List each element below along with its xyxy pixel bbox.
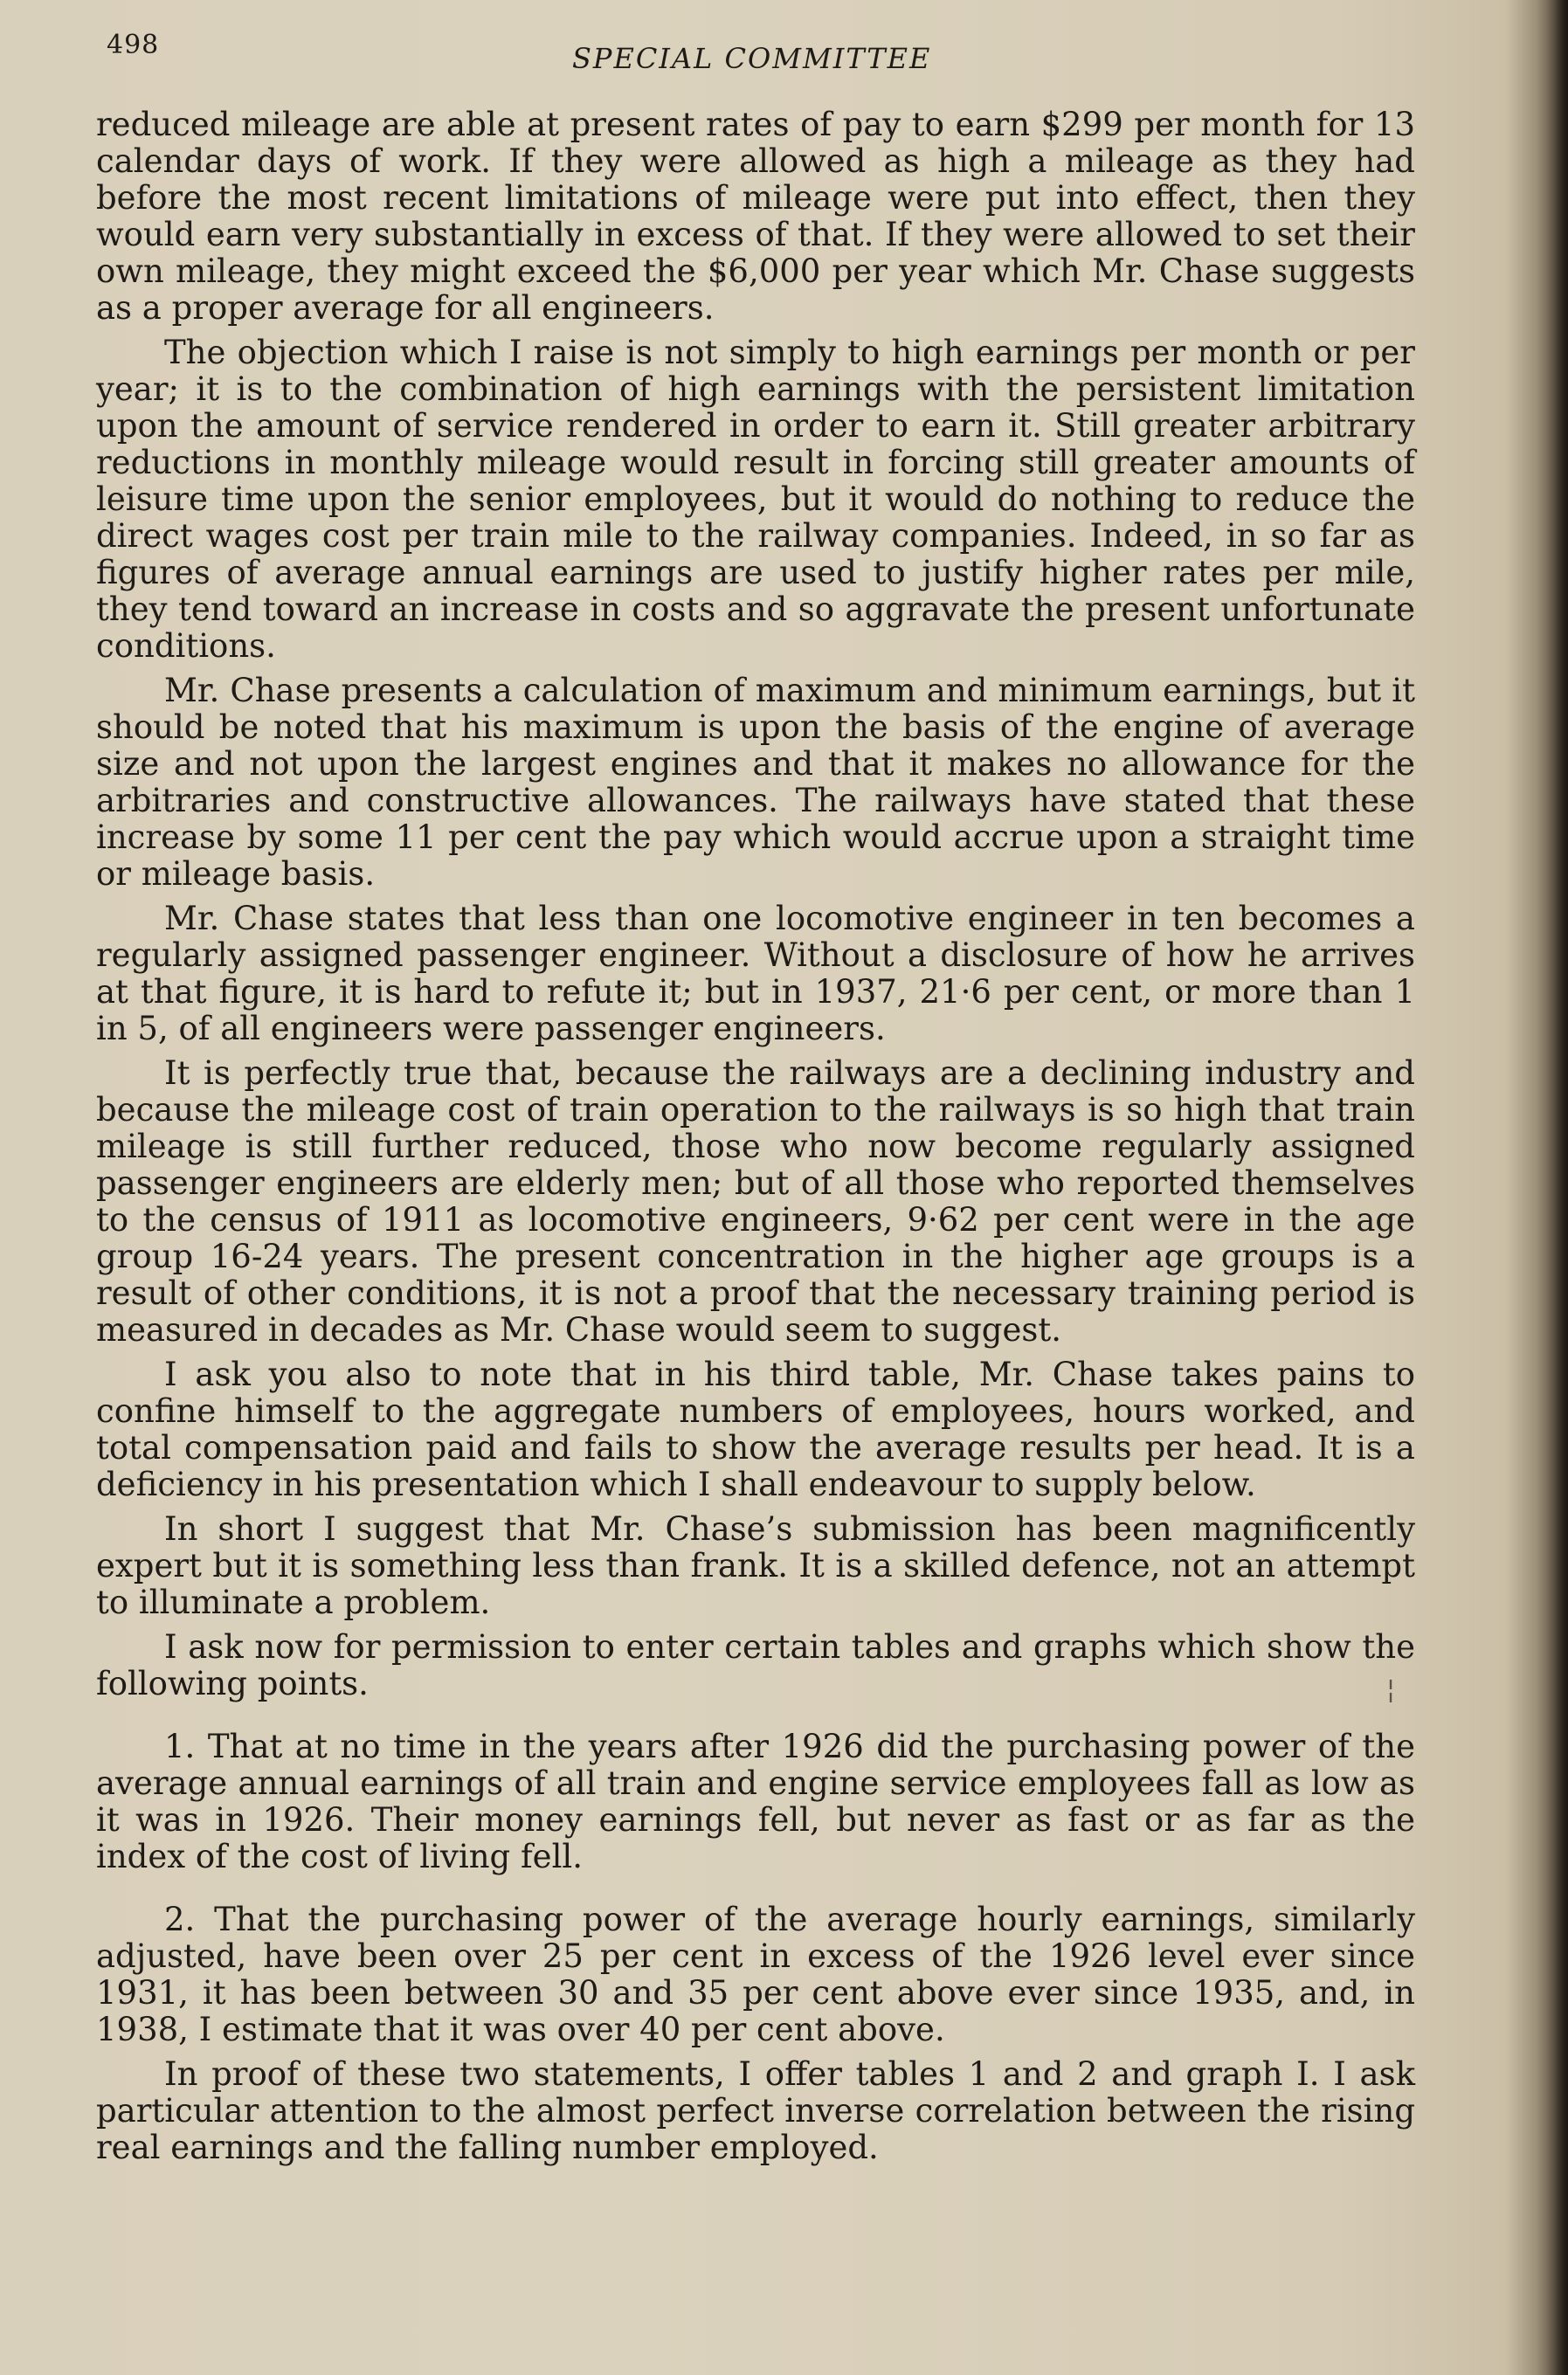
closing-paragraph: In proof of these two statements, I offer tables 1 and 2 and graph I. I ask particular attention to the almost perfect inverse correlation between the rising real earnings and the falling number employed. xyxy=(96,2055,1415,2166)
numbered-point: 1. That at no time in the years after 1926 did the purchasing power of the average annual earnings of all train and engine service employees fall as low as it was in 1926. Their money earnings fell, but never as fast or as far as the index of the cost of living fell. xyxy=(96,1728,1415,1875)
body-text xyxy=(96,107,1415,2174)
page-edge-shadow xyxy=(1537,0,1568,2375)
running-head: SPECIAL COMMITTEE xyxy=(572,42,932,75)
paragraph: Mr. Chase states that less than one locomotive engineer in ten becomes a regularly assigned passenger engineer. Without a disclosure of how he arrives at that figure, it is hard to refute it; but in 1937, 21·6 per cent, or more than 1 in 5, of all engineers were passenger engineers. xyxy=(96,900,1415,1047)
paragraph: In short I suggest that Mr. Chase’s submission has been magnificently expert but it is something less than frank. It is a skilled defence, not an attempt to illuminate a problem. xyxy=(96,1510,1415,1621)
paragraph: I ask you also to note that in his third table, Mr. Chase takes pains to confine himself to the aggregate numbers of employees, hours worked, and total compensation paid and fails to show the average results per head. It is a deficiency in his presentation which I shall endeavour to supply below. xyxy=(96,1356,1415,1503)
paragraph: I ask now for permission to enter certain tables and graphs which show the following points. xyxy=(96,1628,1415,1702)
stray-mark: ¦ xyxy=(1386,1674,1396,1705)
paragraph: The objection which I raise is not simply to high earnings per month or per year; it is to the combination of high earnings with the persistent limitation upon the amount of service rendered in order to earn it. Still greater arbitrary reductions in monthly mileage would result in forcing still greater amounts of leisure time upon the senior employees, but it would do nothing to reduce the direct wages cost per train mile to the railway companies. Indeed, in so far as figures of average annual earnings are used to justify higher rates per mile, they tend toward an increase in costs and so aggravate the present unfortunate conditions. xyxy=(96,334,1415,665)
paragraph-continued: reduced mileage are able at present rates of pay to earn $299 per month for 13 calendar days of work. If they were allowed as high a mileage as they had before the most recent limitations of mileage were put into effect, then they would earn very substantially in excess of that. If they were allowed to set their own mileage, they might exceed the $6,000 per year which Mr. Chase suggests as a proper average for all engineers. xyxy=(96,106,1415,327)
paragraph: It is perfectly true that, because the railways are a declining industry and because the mileage cost of train operation to the railways is so high that train mileage is still further reduced, those who now become regularly assigned passenger engineers are elderly men; but of all those who reported themselves to the census of 1911 as locomotive engineers, 9·62 per cent were in the age group 16-24 years. The present concentration in the higher age groups is a result of other conditions, it is not a proof that the necessary training period is measured in decades as Mr. Chase would seem to suggest. xyxy=(96,1054,1415,1349)
paragraph: Mr. Chase presents a calculation of maximum and minimum earnings, but it should be noted that his maximum is upon the basis of the engine of average size and not upon the largest engines and that it makes no allowance for the arbitraries and constructive allowances. The railways have stated that these increase by some 11 per cent the pay which would accrue upon a straight time or mileage basis. xyxy=(96,672,1415,893)
numbered-point: 2. That the purchasing power of the average hourly earnings, similarly adjusted, have been over 25 per cent in excess of the 1926 level ever since 1931, it has been between 30 and 35 per cent above ever since 1935, and, in 1938, I estimate that it was over 40 per cent above. xyxy=(96,1901,1415,2048)
page-number: 498 xyxy=(107,30,160,60)
